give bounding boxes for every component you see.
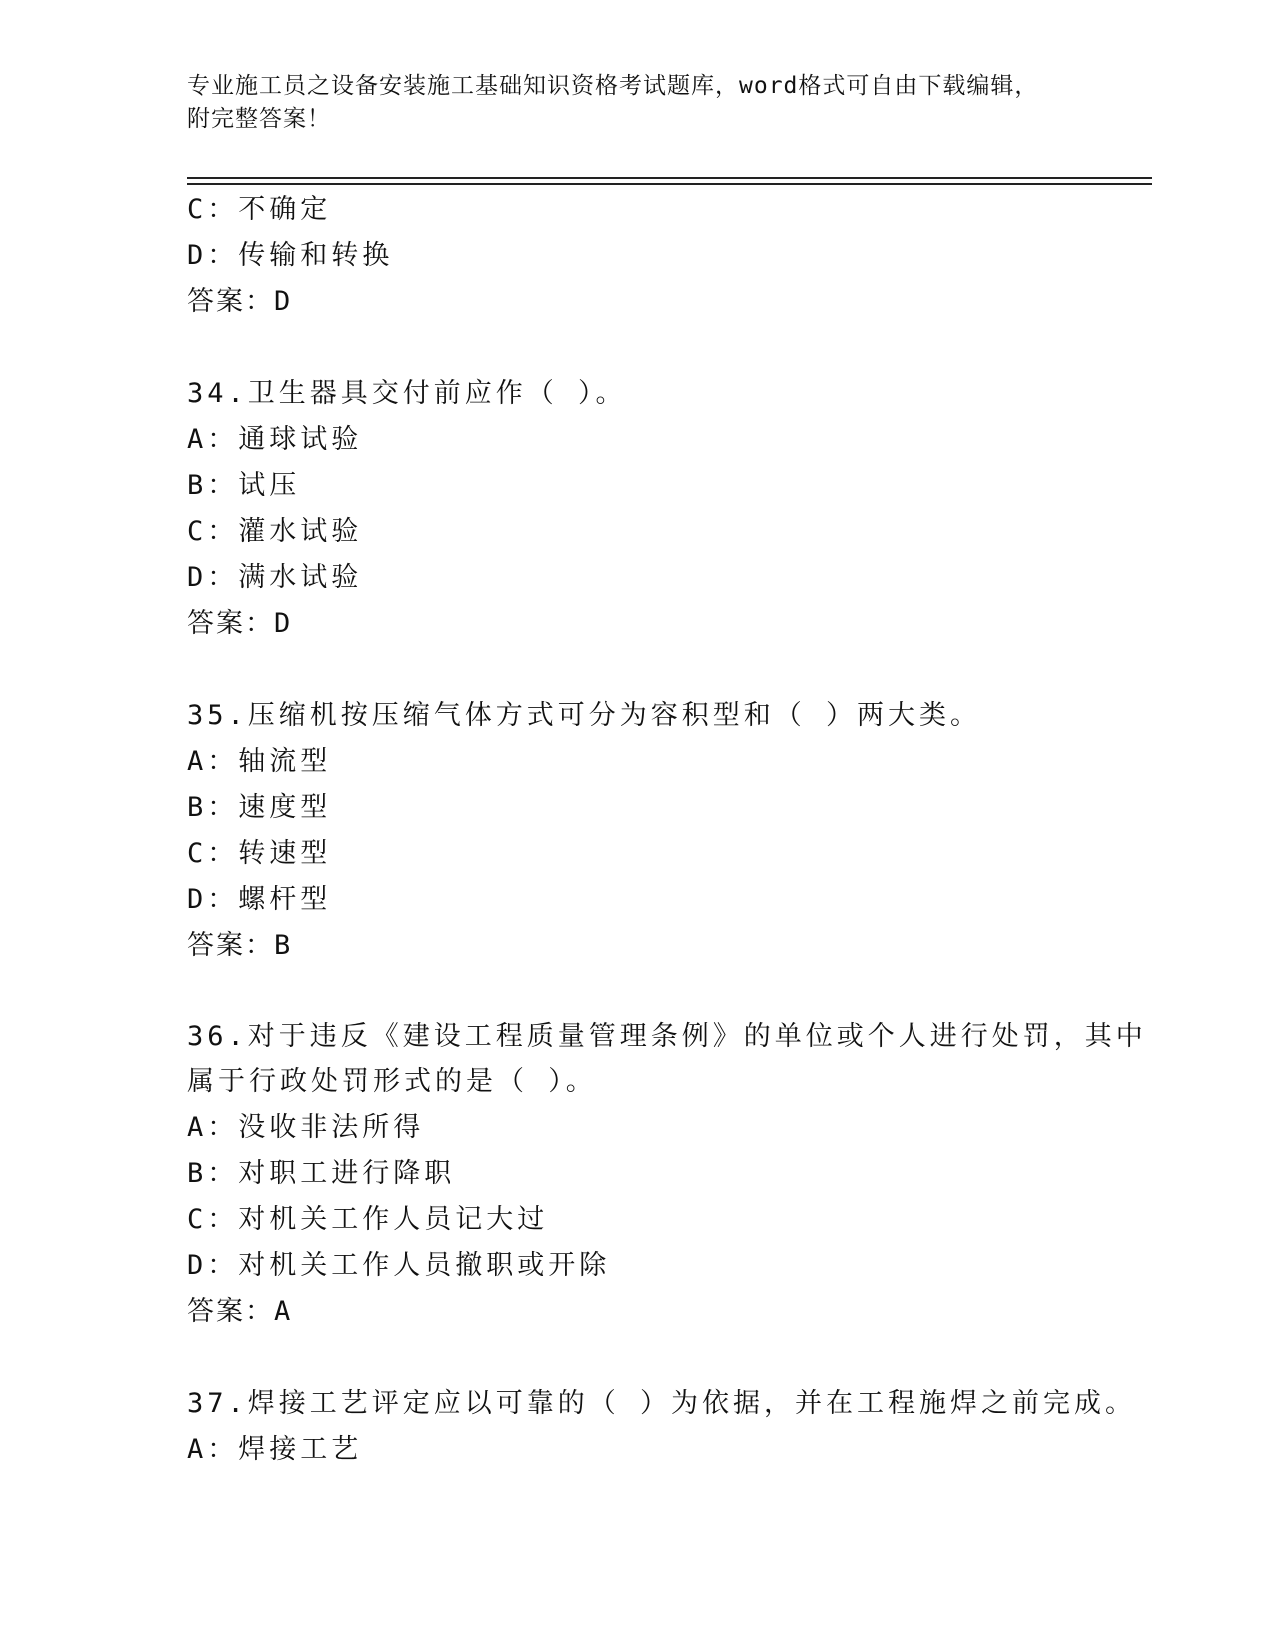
header-line-1: 专业施工员之设备安装施工基础知识资格考试题库，word格式可自由下载编辑， (187, 73, 1039, 99)
option-b: B：对职工进行降职 (187, 1158, 456, 1189)
spacer (187, 647, 1147, 693)
question-36 (187, 1015, 1147, 1335)
spacer (187, 969, 1147, 1015)
option-c: C：转速型 (187, 838, 332, 869)
header-divider-bottom (187, 183, 1152, 185)
question-stem: 35.压缩机按压缩气体方式可分为容积型和（ ）两大类。 (187, 700, 982, 731)
option-a: A：焊接工艺 (187, 1434, 363, 1465)
header-line-2: 附完整答案！ (187, 106, 331, 132)
option-d: D：螺杆型 (187, 884, 332, 915)
spacer (187, 1335, 1147, 1381)
question-34 (187, 371, 1147, 647)
question-list (187, 187, 1147, 1473)
question-33 (187, 187, 1147, 325)
answer: 答案：D (187, 608, 293, 639)
option-d: D：满水试验 (187, 562, 363, 593)
answer: 答案：A (187, 1296, 293, 1327)
question-35 (187, 693, 1147, 969)
question-stem-line-1: 36.对于违反《建设工程质量管理条例》的单位或个人进行处罚，其中 (187, 1021, 1147, 1052)
document-header (187, 70, 1087, 136)
option-a: A：轴流型 (187, 746, 332, 777)
answer: 答案：B (187, 930, 293, 961)
question-stem-line-2: 属于行政处罚形式的是（ ）。 (187, 1066, 597, 1097)
option-d: D：对机关工作人员撤职或开除 (187, 1250, 611, 1281)
option-d: D：传输和转换 (187, 240, 394, 271)
option-c: C：灌水试验 (187, 516, 363, 547)
option-a: A：没收非法所得 (187, 1112, 425, 1143)
option-c: C：不确定 (187, 194, 332, 225)
header-divider-top (187, 177, 1152, 179)
answer: 答案：D (187, 286, 293, 317)
question-37 (187, 1381, 1147, 1473)
option-b: B：试压 (187, 470, 301, 501)
option-c: C：对机关工作人员记大过 (187, 1204, 549, 1235)
question-stem: 34.卫生器具交付前应作（ ）。 (187, 378, 627, 409)
option-b: B：速度型 (187, 792, 332, 823)
spacer (187, 325, 1147, 371)
option-a: A：通球试验 (187, 424, 363, 455)
question-stem: 37.焊接工艺评定应以可靠的（ ）为依据，并在工程施焊之前完成。 (187, 1388, 1137, 1419)
